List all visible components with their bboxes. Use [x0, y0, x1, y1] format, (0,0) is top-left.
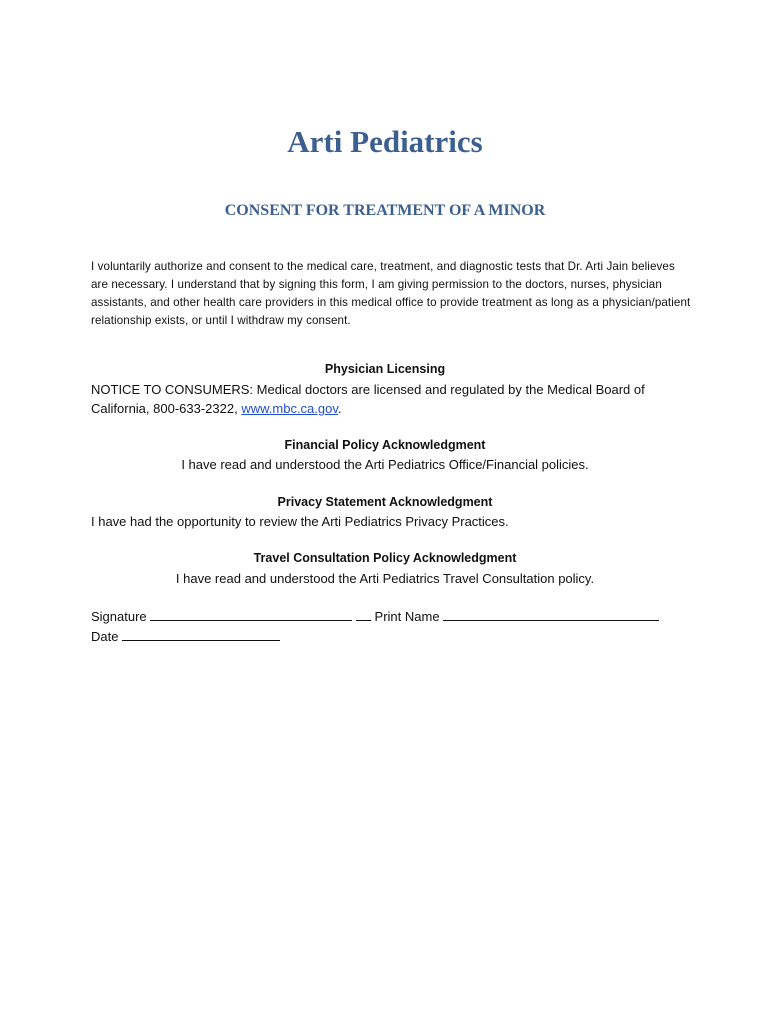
- licensing-heading: Physician Licensing: [324, 362, 446, 376]
- travel-heading: Travel Consultation Policy Acknowledgment: [253, 551, 517, 565]
- print-name-label: Print Name: [374, 609, 440, 624]
- licensing-notice-line1: NOTICE TO CONSUMERS: Medical doctors are licensed and regulated by the Medical Board of: [91, 382, 645, 397]
- licensing-notice-prefix: California, 800-633-2322,: [91, 401, 242, 416]
- signature-row: [91, 607, 659, 627]
- signature-field[interactable]: [150, 607, 352, 621]
- privacy-heading: Privacy Statement Acknowledgment: [277, 495, 493, 509]
- licensing-notice-line2: [91, 399, 691, 419]
- consent-paragraph: I voluntarily authorize and consent to the medical care, treatment, and diagnostic tests that Dr. Arti Jain believes are necessary. I understand that by signing this form, I am giving permission to the doctors, nurses, physician assistants, and other health care providers in this medical office to provide treatment as long as a physician/patient relationship exists, or until I withdraw my consent.: [91, 260, 691, 327]
- date-row: [91, 627, 280, 647]
- signature-extra-field[interactable]: [356, 607, 371, 621]
- travel-text: I have read and understood the Arti Pediatrics Travel Consultation policy.: [175, 571, 595, 586]
- privacy-text: I have had the opportunity to review the Arti Pediatrics Privacy Practices.: [91, 514, 509, 529]
- document-title: Arti Pediatrics: [287, 124, 483, 159]
- signature-label: Signature: [91, 609, 147, 624]
- date-label: Date: [91, 629, 119, 644]
- date-field[interactable]: [122, 627, 280, 641]
- licensing-notice-suffix: .: [337, 401, 342, 416]
- financial-text: I have read and understood the Arti Pediatrics Office/Financial policies.: [181, 457, 589, 472]
- financial-heading: Financial Policy Acknowledgment: [284, 438, 486, 452]
- mbc-website-link[interactable]: www.mbc.ca.gov: [241, 401, 338, 416]
- print-name-field[interactable]: [443, 607, 659, 621]
- document-subtitle: CONSENT FOR TREATMENT OF A MINOR: [224, 202, 546, 219]
